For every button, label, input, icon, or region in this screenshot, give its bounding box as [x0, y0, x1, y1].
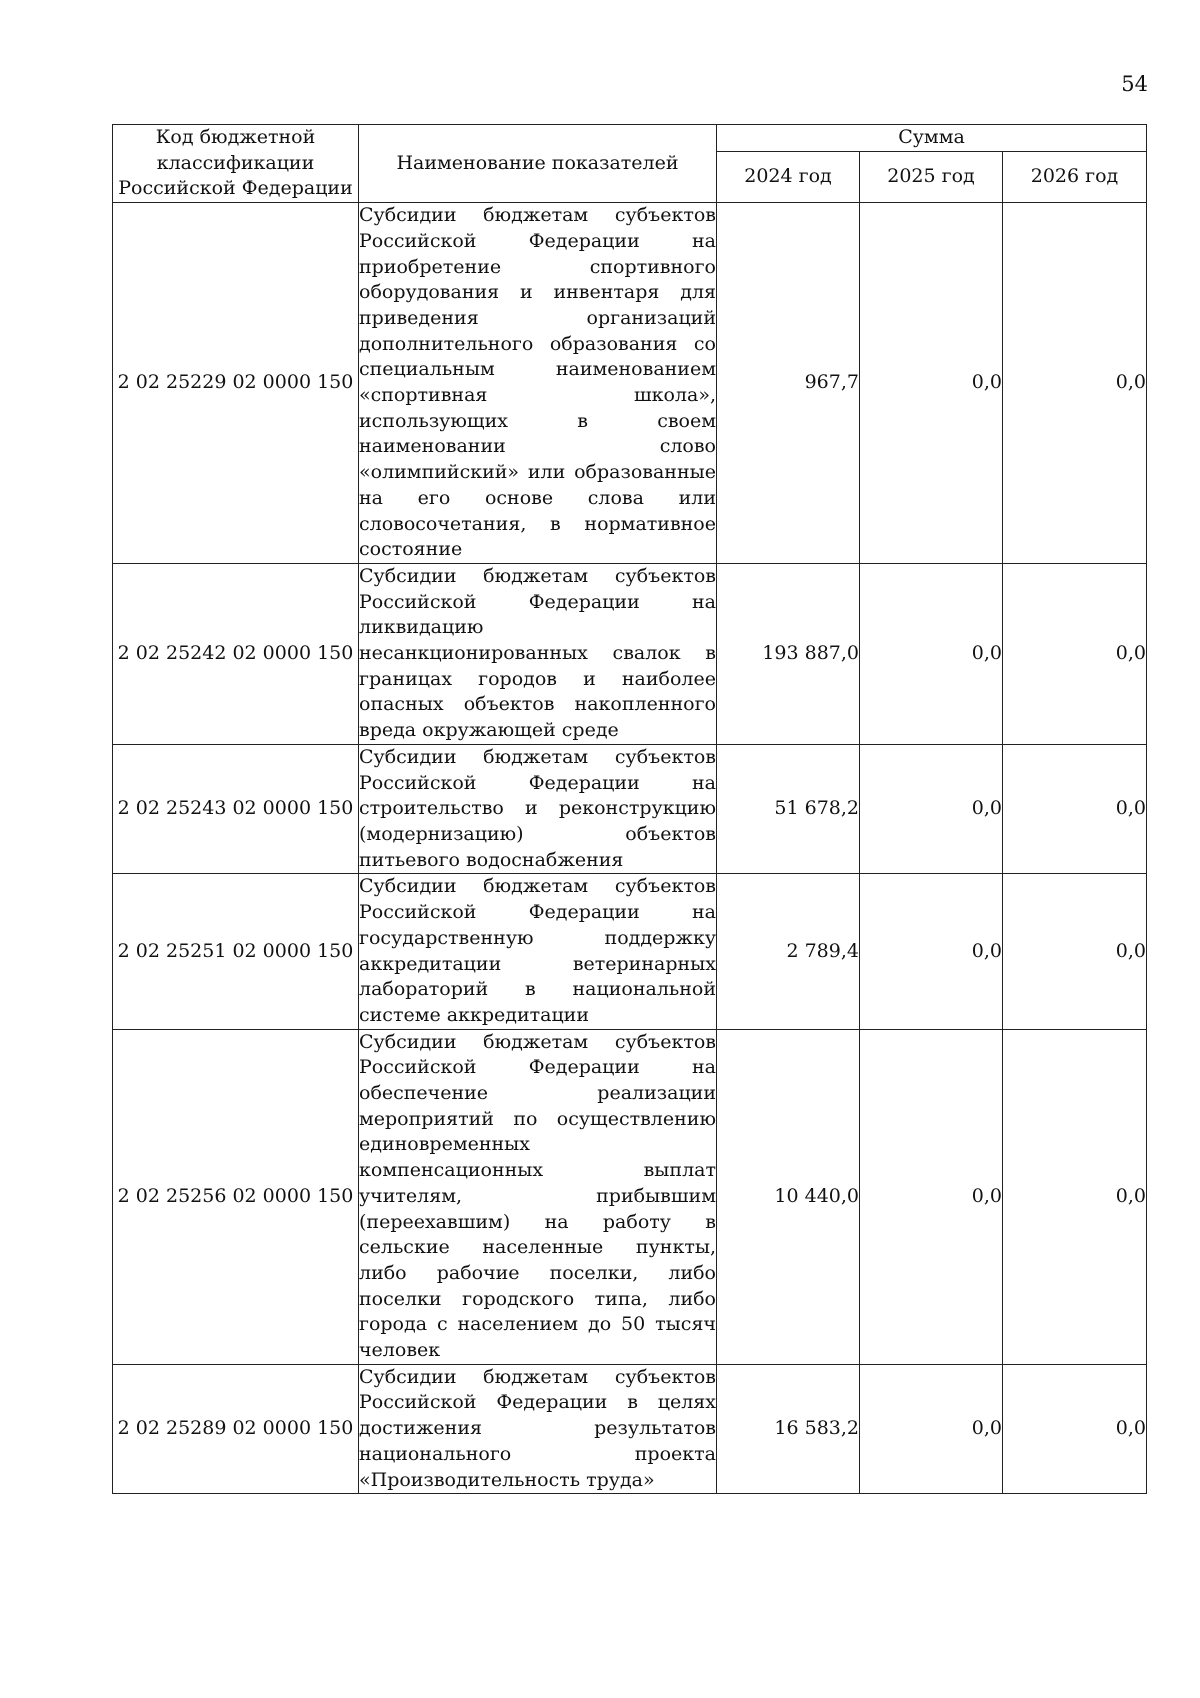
header-year-2024: 2024 год	[717, 151, 860, 202]
row-value-2026: 0,0	[1003, 203, 1147, 564]
row-value-2025: 0,0	[860, 1364, 1003, 1494]
row-value-2024: 2 789,4	[717, 874, 860, 1029]
row-value-2026: 0,0	[1003, 1029, 1147, 1364]
page-number: 54	[1121, 72, 1148, 96]
row-value-2025: 0,0	[860, 203, 1003, 564]
table-row	[113, 1364, 1147, 1494]
row-value-2025: 0,0	[860, 874, 1003, 1029]
row-name: Субсидии бюджетам субъектов Российской Федерации на ликвидацию несанкционированных свалок в границах городов и наиболее опасных объектов накопленного вреда окружающей среде	[359, 563, 717, 744]
row-value-2024: 193 887,0	[717, 563, 860, 744]
row-name: Субсидии бюджетам субъектов Российской Федерации на строительство и реконструкцию (модернизацию) объектов питьевого водоснабжения	[359, 744, 717, 874]
row-code: 2 02 25243 02 0000 150	[113, 744, 359, 874]
table-row	[113, 744, 1147, 874]
row-value-2025: 0,0	[860, 1029, 1003, 1364]
header-name: Наименование показателей	[359, 125, 717, 203]
row-code: 2 02 25251 02 0000 150	[113, 874, 359, 1029]
row-value-2026: 0,0	[1003, 1364, 1147, 1494]
row-value-2026: 0,0	[1003, 563, 1147, 744]
row-name: Субсидии бюджетам субъектов Российской Федерации на приобретение спортивного оборудования и инвентаря для приведения организаций дополнительного образования со специальным наименованием «спортивная школа», использующих в своем наименовании слово «олимпийский» или образованные на его основе слова или словосочетания, в нормативное состояние	[359, 203, 717, 564]
row-value-2025: 0,0	[860, 563, 1003, 744]
row-value-2026: 0,0	[1003, 744, 1147, 874]
header-year-2025: 2025 год	[860, 151, 1003, 202]
row-value-2026: 0,0	[1003, 874, 1147, 1029]
row-value-2024: 16 583,2	[717, 1364, 860, 1494]
row-name: Субсидии бюджетам субъектов Российской Федерации в целях достижения результатов национального проекта «Производительность труда»	[359, 1364, 717, 1494]
header-sum: Сумма	[717, 125, 1147, 152]
header-code: Код бюджетной классификации Российской Федерации	[113, 125, 359, 203]
row-code: 2 02 25289 02 0000 150	[113, 1364, 359, 1494]
header-year-2026: 2026 год	[1003, 151, 1147, 202]
table-row	[113, 563, 1147, 744]
row-value-2024: 51 678,2	[717, 744, 860, 874]
row-name: Субсидии бюджетам субъектов Российской Федерации на обеспечение реализации мероприятий по осуществлению единовременных компенсационных выплат учителям, прибывшим (переехавшим) на работу в сельские населенные пункты, либо рабочие поселки, либо поселки городского типа, либо города с населением до 50 тысяч человек	[359, 1029, 717, 1364]
row-value-2024: 967,7	[717, 203, 860, 564]
budget-table	[112, 124, 1147, 1494]
row-code: 2 02 25229 02 0000 150	[113, 203, 359, 564]
row-code: 2 02 25256 02 0000 150	[113, 1029, 359, 1364]
row-value-2025: 0,0	[860, 744, 1003, 874]
row-name: Субсидии бюджетам субъектов Российской Федерации на государственную поддержку аккредитации ветеринарных лабораторий в национальной системе аккредитации	[359, 874, 717, 1029]
row-code: 2 02 25242 02 0000 150	[113, 563, 359, 744]
table-row	[113, 1029, 1147, 1364]
row-value-2024: 10 440,0	[717, 1029, 860, 1364]
table-row	[113, 203, 1147, 564]
table-row	[113, 874, 1147, 1029]
header-row	[113, 125, 1147, 152]
